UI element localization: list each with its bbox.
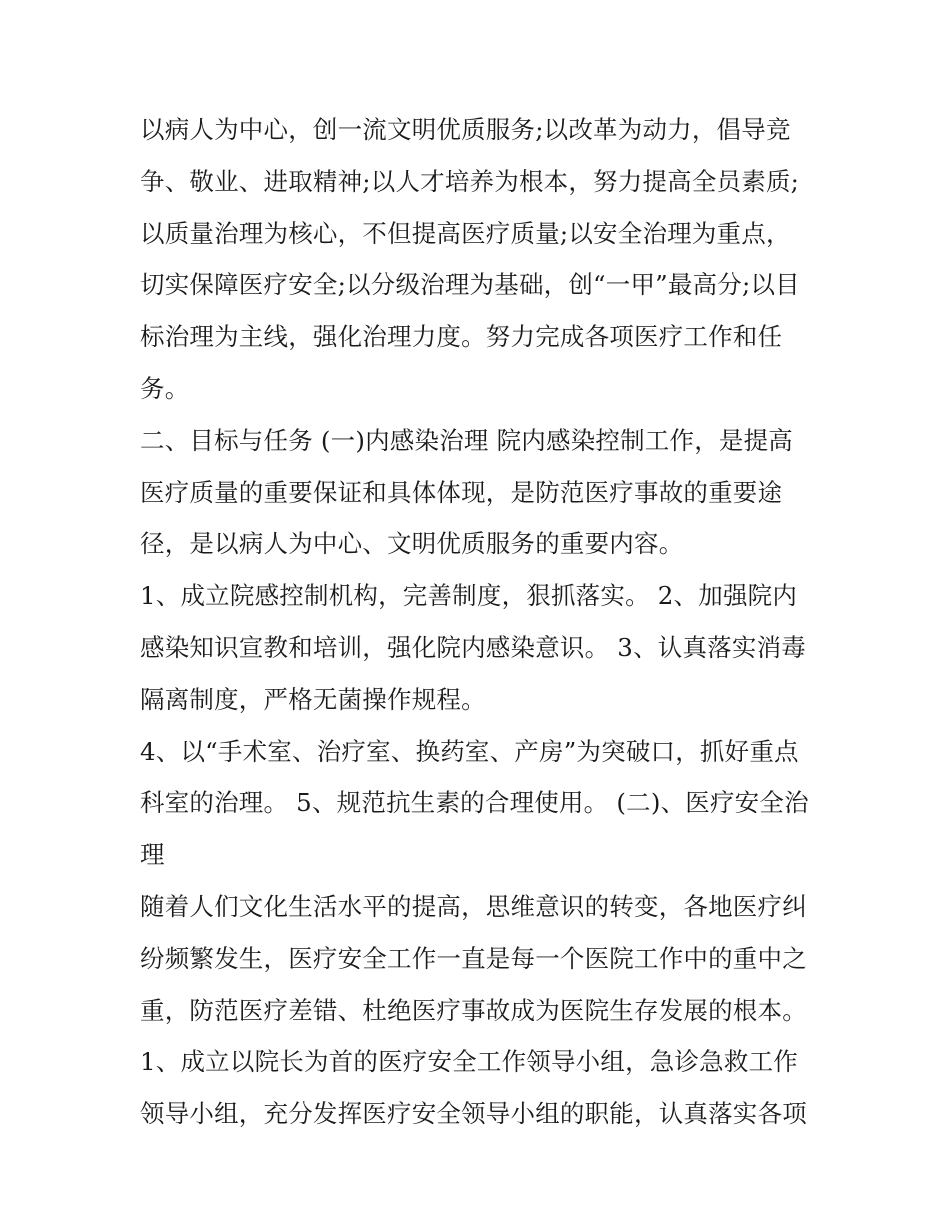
text-line: 标治理为主线，强化治理力度。努力完成各项医疗工作和任 bbox=[140, 322, 783, 352]
text-line: 随着人们文化生活水平的提高，思维意识的转变，各地医疗纠 bbox=[140, 891, 807, 921]
text-line: 重，防范医疗差错、杜绝医疗事故成为医院生存发展的根本。 bbox=[140, 995, 807, 1025]
text-line: 二、目标与任务 (一)内感染治理 院内感染控制工作，是提高 bbox=[140, 425, 793, 455]
text-line: 切实保障医疗安全;以分级治理为基础，创“一甲”最高分;以目 bbox=[140, 270, 800, 300]
text-line: 4、以“手术室、治疗室、换药室、产房”为突破口，抓好重点 bbox=[140, 736, 799, 766]
text-line: 医疗质量的重要保证和具体体现，是防范医疗事故的重要途 bbox=[140, 477, 783, 507]
text-line: 科室的治理。 5、规范抗生素的合理使用。 (二)、医疗安全治 bbox=[140, 788, 809, 818]
text-line: 1、成立以院长为首的医疗安全工作领导小组，急诊急救工作 bbox=[140, 1047, 798, 1077]
text-line: 纷频繁发生，医疗安全工作一直是每一个医院工作中的重中之 bbox=[140, 943, 807, 973]
text-line: 领导小组，充分发挥医疗安全领导小组的职能，认真落实各项 bbox=[140, 1099, 807, 1129]
text-line: 1、成立院感控制机构，完善制度，狠抓落实。 2、加强院内 bbox=[140, 581, 798, 611]
text-line: 务。 bbox=[140, 373, 190, 403]
text-line: 争、敬业、进取精神;以人才培养为根本，努力提高全员素质; bbox=[140, 166, 800, 196]
text-line: 感染知识宣教和培训，强化院内感染意识。 3、认真落实消毒 bbox=[140, 632, 806, 662]
text-line: 径，是以病人为中心、文明优质服务的重要内容。 bbox=[140, 529, 684, 559]
text-line: 以质量治理为核心，不但提高医疗质量;以安全治理为重点， bbox=[140, 218, 791, 248]
text-line: 理 bbox=[140, 840, 165, 870]
text-line: 隔离制度，严格无菌操作规程。 bbox=[140, 684, 486, 714]
document-body bbox=[140, 104, 820, 1140]
text-line: 以病人为中心，创一流文明优质服务;以改革为动力，倡导竞 bbox=[140, 115, 791, 144]
